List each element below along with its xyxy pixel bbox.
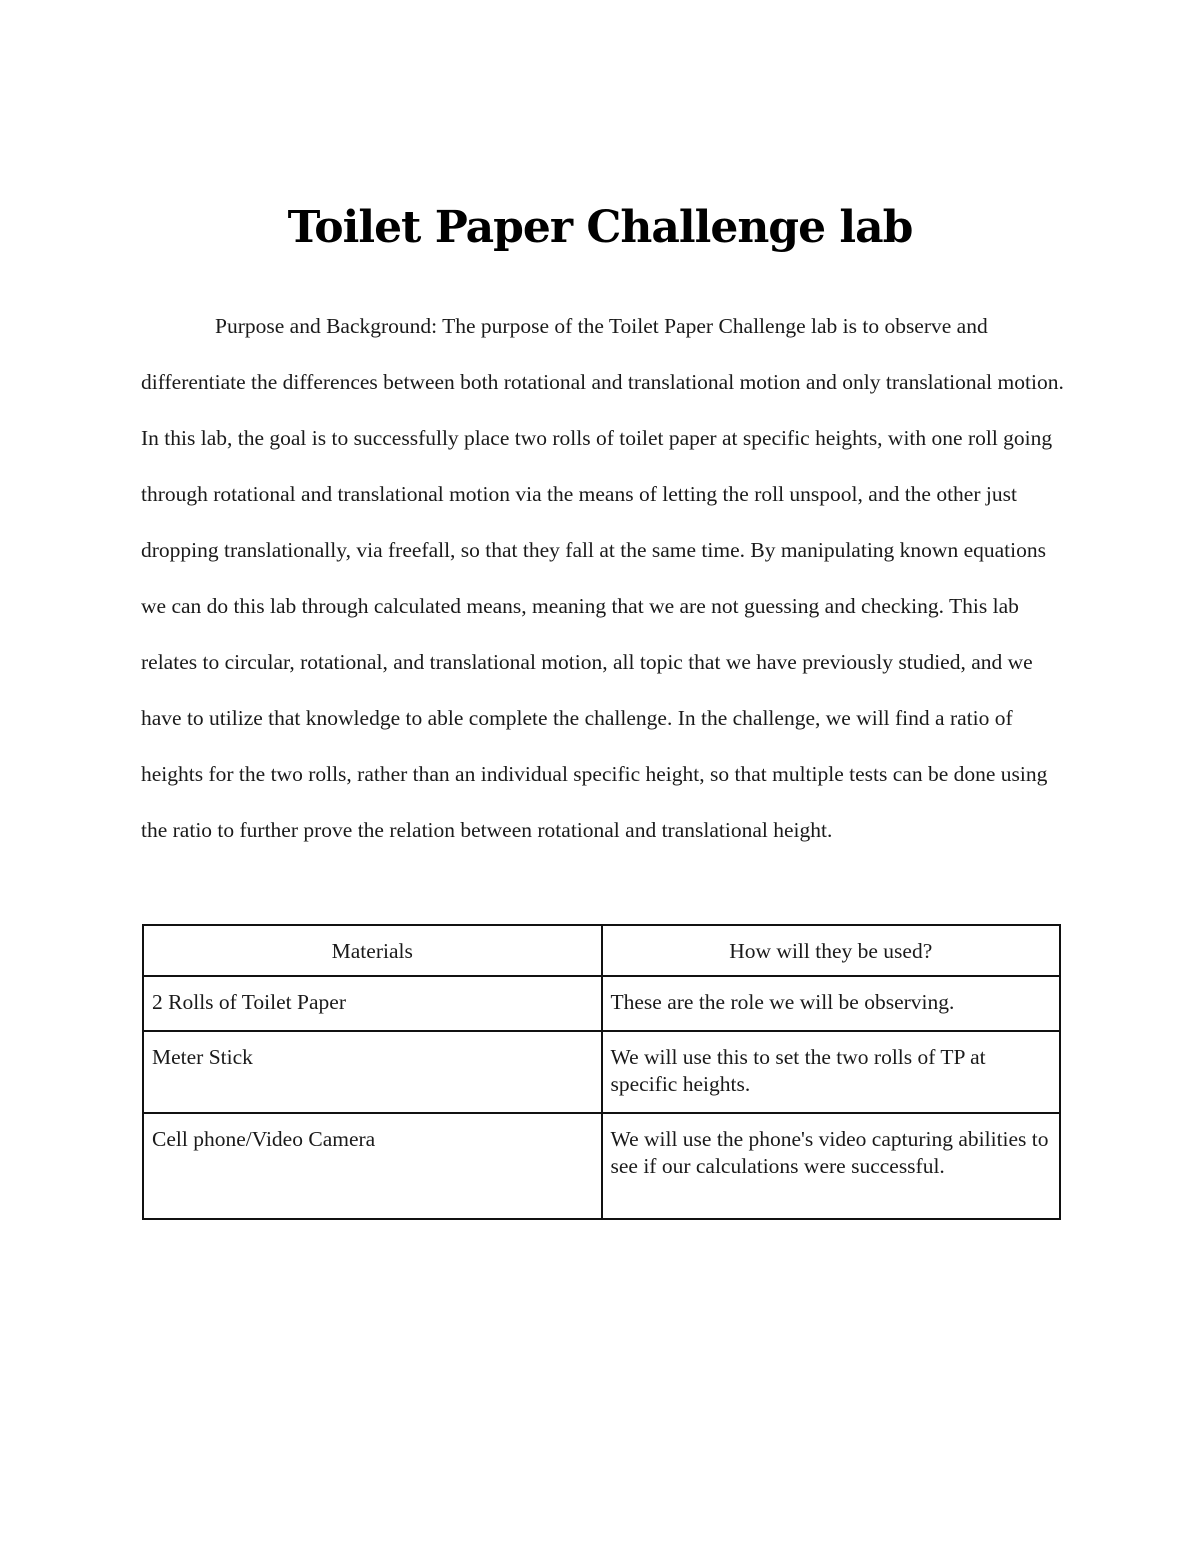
table-row xyxy=(143,1113,1060,1219)
usage-cell: These are the role we will be observing. xyxy=(602,976,1061,1031)
material-cell: 2 Rolls of Toilet Paper xyxy=(143,976,602,1031)
table-row xyxy=(143,976,1060,1031)
table-header-row xyxy=(143,925,1060,976)
usage-cell: We will use the phone's video capturing abilities to see if our calculations were successful. xyxy=(602,1113,1061,1219)
header-usage: How will they be used? xyxy=(602,925,1061,976)
table-row xyxy=(143,1031,1060,1113)
material-cell: Cell phone/Video Camera xyxy=(143,1113,602,1219)
header-materials: Materials xyxy=(143,925,602,976)
material-cell: Meter Stick xyxy=(143,1031,602,1113)
purpose-paragraph: Purpose and Background: The purpose of the Toilet Paper Challenge lab is to observe and differentiate the differences between both rotational and translational motion and only translational motion. In this lab, the goal is to successfully place two rolls of toilet paper at specific heights, with one roll going through rotational and translational motion via the means of letting the roll unspool, and the other just dropping translationally, via freefall, so that they fall at the same time. By manipulating known equations we can do this lab through calculated means, meaning that we are not guessing and checking. This lab relates to circular, rotational, and translational motion, all topic that we have previously studied, and we have to utilize that knowledge to able complete the challenge. In the challenge, we will find a ratio of heights for the two rolls, rather than an individual specific height, so that multiple tests can be done using the ratio to further prove the relation between rotational and translational height. xyxy=(141,314,1064,842)
page-title: Toilet Paper Challenge lab xyxy=(287,202,913,253)
usage-cell: We will use this to set the two rolls of TP at specific heights. xyxy=(602,1031,1061,1113)
materials-table xyxy=(142,924,1061,1220)
